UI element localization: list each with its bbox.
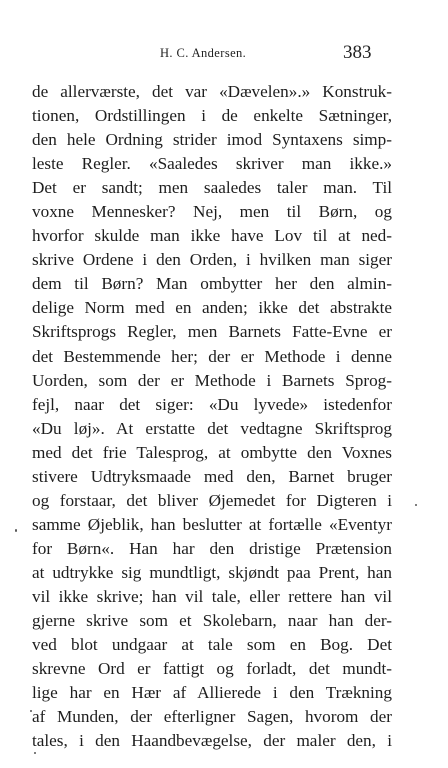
print-speck (15, 529, 17, 532)
text-line: de allerværste, det var «Dævelen».» Konstruk- (32, 82, 392, 101)
text-line: Det er sandt; men saaledes taler man. Til (32, 178, 392, 198)
text-line: delige Norm med en anden; ikke det abstrakte (32, 298, 392, 318)
text-line: og forstaar, det bliver Øjemedet for Digteren i (32, 490, 392, 510)
text-line: «Du løj». At erstatte det vedtagne Skriftsprog (32, 418, 392, 438)
text-line: ved blot undgaar at tale som en Bog. Det (32, 635, 392, 655)
print-speck (30, 710, 32, 712)
text-line: stivere Udtryksmaade med den, Barnet bruger (32, 466, 392, 486)
text-line: fejl, naar det siger: «Du lyvede» istedenfor (32, 394, 392, 414)
text-line: Skriftsprogs Regler, men Barnets Fatte-Evne er (32, 322, 392, 342)
text-line: for Børn«. Han har den dristige Prætension (32, 538, 392, 558)
text-line: skrive Ordene i den Orden, i hvilken man siger (32, 250, 392, 270)
body-text (32, 80, 392, 753)
print-speck (415, 504, 417, 506)
text-line: tales, i den Haandbevægelse, der maler den, i (32, 731, 392, 751)
text-line: hvorfor skulde man ikke have Lov til at ned- (32, 226, 392, 246)
text-line: tionen, Ordstillingen i de enkelte Sætninger, (32, 106, 392, 126)
page-number: 383 (343, 42, 372, 63)
text-line: af Munden, der efterligner Sagen, hvorom der (32, 707, 392, 727)
text-line: vil ikke skrive; han vil tale, eller rettere han vil (32, 586, 392, 606)
text-line: det Bestemmende her; der er Methode i denne (32, 346, 392, 366)
text-line: dem til Børn? Man ombytter her den almin- (32, 274, 392, 294)
text-line: Uorden, som der er Methode i Barnets Sprog- (32, 370, 392, 390)
text-line: voxne Mennesker? Nej, men til Børn, og (32, 202, 392, 222)
print-speck (34, 752, 36, 754)
text-line: lige har en Hær af Allierede i den Trækning (32, 683, 392, 703)
text-line: leste Regler. «Saaledes skriver man ikke.» (32, 154, 392, 174)
running-head (0, 42, 448, 66)
text-line: den hele Ordning strider imod Syntaxens simp- (32, 130, 392, 150)
text-line: gjerne skrive som et Skolebarn, naar han der- (32, 611, 392, 631)
text-line: at udtrykke sig mundtligt, skjøndt paa Prent, han (32, 562, 392, 582)
text-line: samme Øjeblik, han beslutter at fortælle «Eventyr (32, 514, 392, 534)
text-line: med det frie Talesprog, at ombytte den Voxnes (32, 442, 392, 462)
running-head-author: H. C. Andersen. (160, 46, 247, 60)
text-line: skrevne Ord er fattigt og forladt, det mundt- (32, 659, 392, 679)
